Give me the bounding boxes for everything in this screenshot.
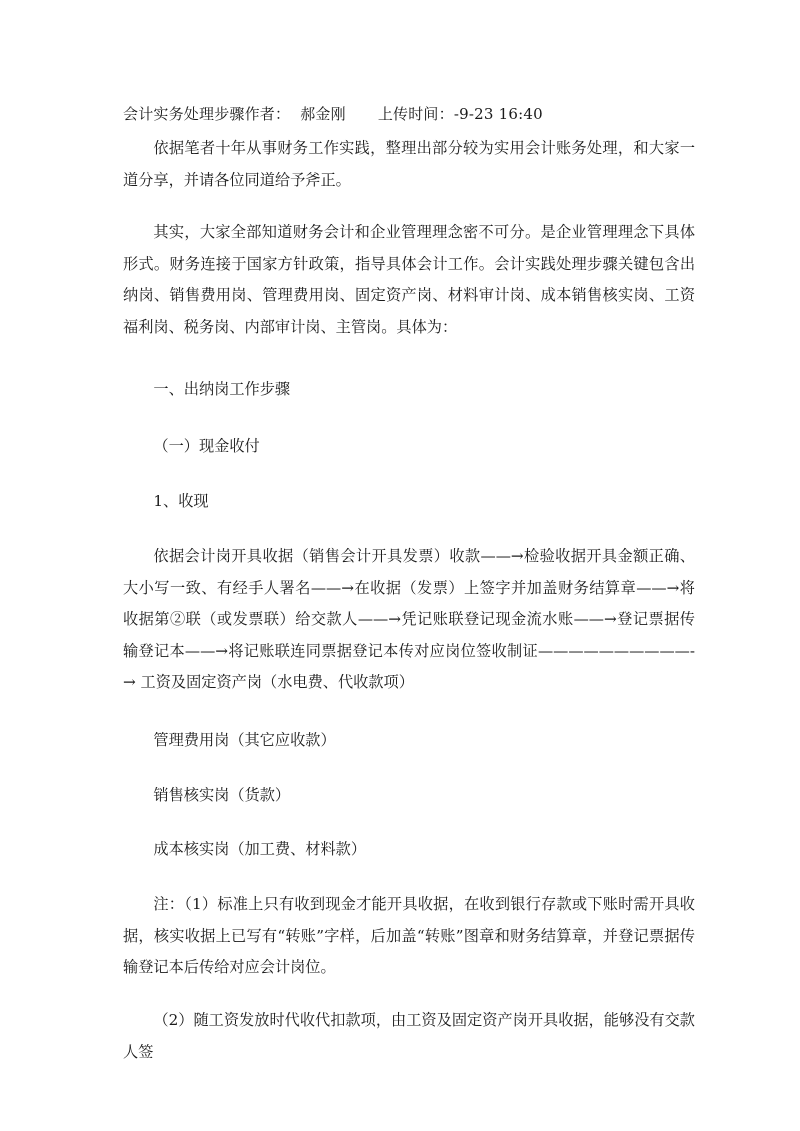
section-heading-cashier: 一、出纳岗工作步骤: [153, 380, 291, 398]
list-item-sales-verify: 销售核实岗（货款）: [153, 786, 291, 804]
overview-paragraph: 其实，大家全部知道财务会计和企业管理理念密不可分。是企业管理理念下具体形式。财务连接于国家方针政策，指导具体会计工作。会计实践处理步骤关键包含出纳岗、销售费用岗、管理费用岗、固定资产岗、材料审计岗、成本销售核实岗、工资福利岗、税务岗、内部审计岗、主管岗。具体为：: [123, 223, 695, 336]
intro-paragraph: 依据笔者十年从事财务工作实践，整理出部分较为实用会计账务处理，和大家一道分享，并请各位同道给予斧正。: [123, 139, 695, 189]
note-paragraph-2: （2）随工资发放时代收代扣款项，由工资及固定资产岗开具收据，能够没有交款人签: [123, 1011, 695, 1061]
author-label: 作者：: [244, 105, 291, 123]
cash-receipt-procedure: 依据会计岗开具收据（销售会计开具发票）收款——→检验收据开具金额正确、大小写一致、有经手人署名——→在收据（发票）上签字并加盖财务结算章——→将收据第②联（或发票联）给交款人——→凭记账联登记现金流水账——→登记票据传输登记本——→将记账联连同票据登记本传对应岗位签收制证——————————-→ 工资及固定资产岗（水电费、代收款项）: [123, 547, 695, 691]
upload-time: -9-23 16:40: [453, 105, 543, 123]
author-name: 郝金刚: [300, 105, 346, 123]
document-header: [123, 104, 543, 124]
subsection-heading-cash: （一）现金收付: [153, 437, 260, 455]
document-title: 会计实务处理步骤: [123, 105, 245, 123]
list-item-cost-verify: 成本核实岗（加工费、材料款）: [153, 840, 367, 858]
item-heading-collect-cash: 1、收现: [153, 492, 209, 510]
upload-label: 上传时间：: [377, 105, 454, 123]
note-paragraph-1: 注：（1）标准上只有收到现金才能开具收据，在收到银行存款或下账时需开具收据，核实收据上已写有“转账”字样，后加盖“转账”图章和财务结算章，并登记票据传输登记本后传给对应会计岗位。: [123, 895, 695, 976]
list-item-admin-expense: 管理费用岗（其它应收款）: [153, 731, 336, 749]
